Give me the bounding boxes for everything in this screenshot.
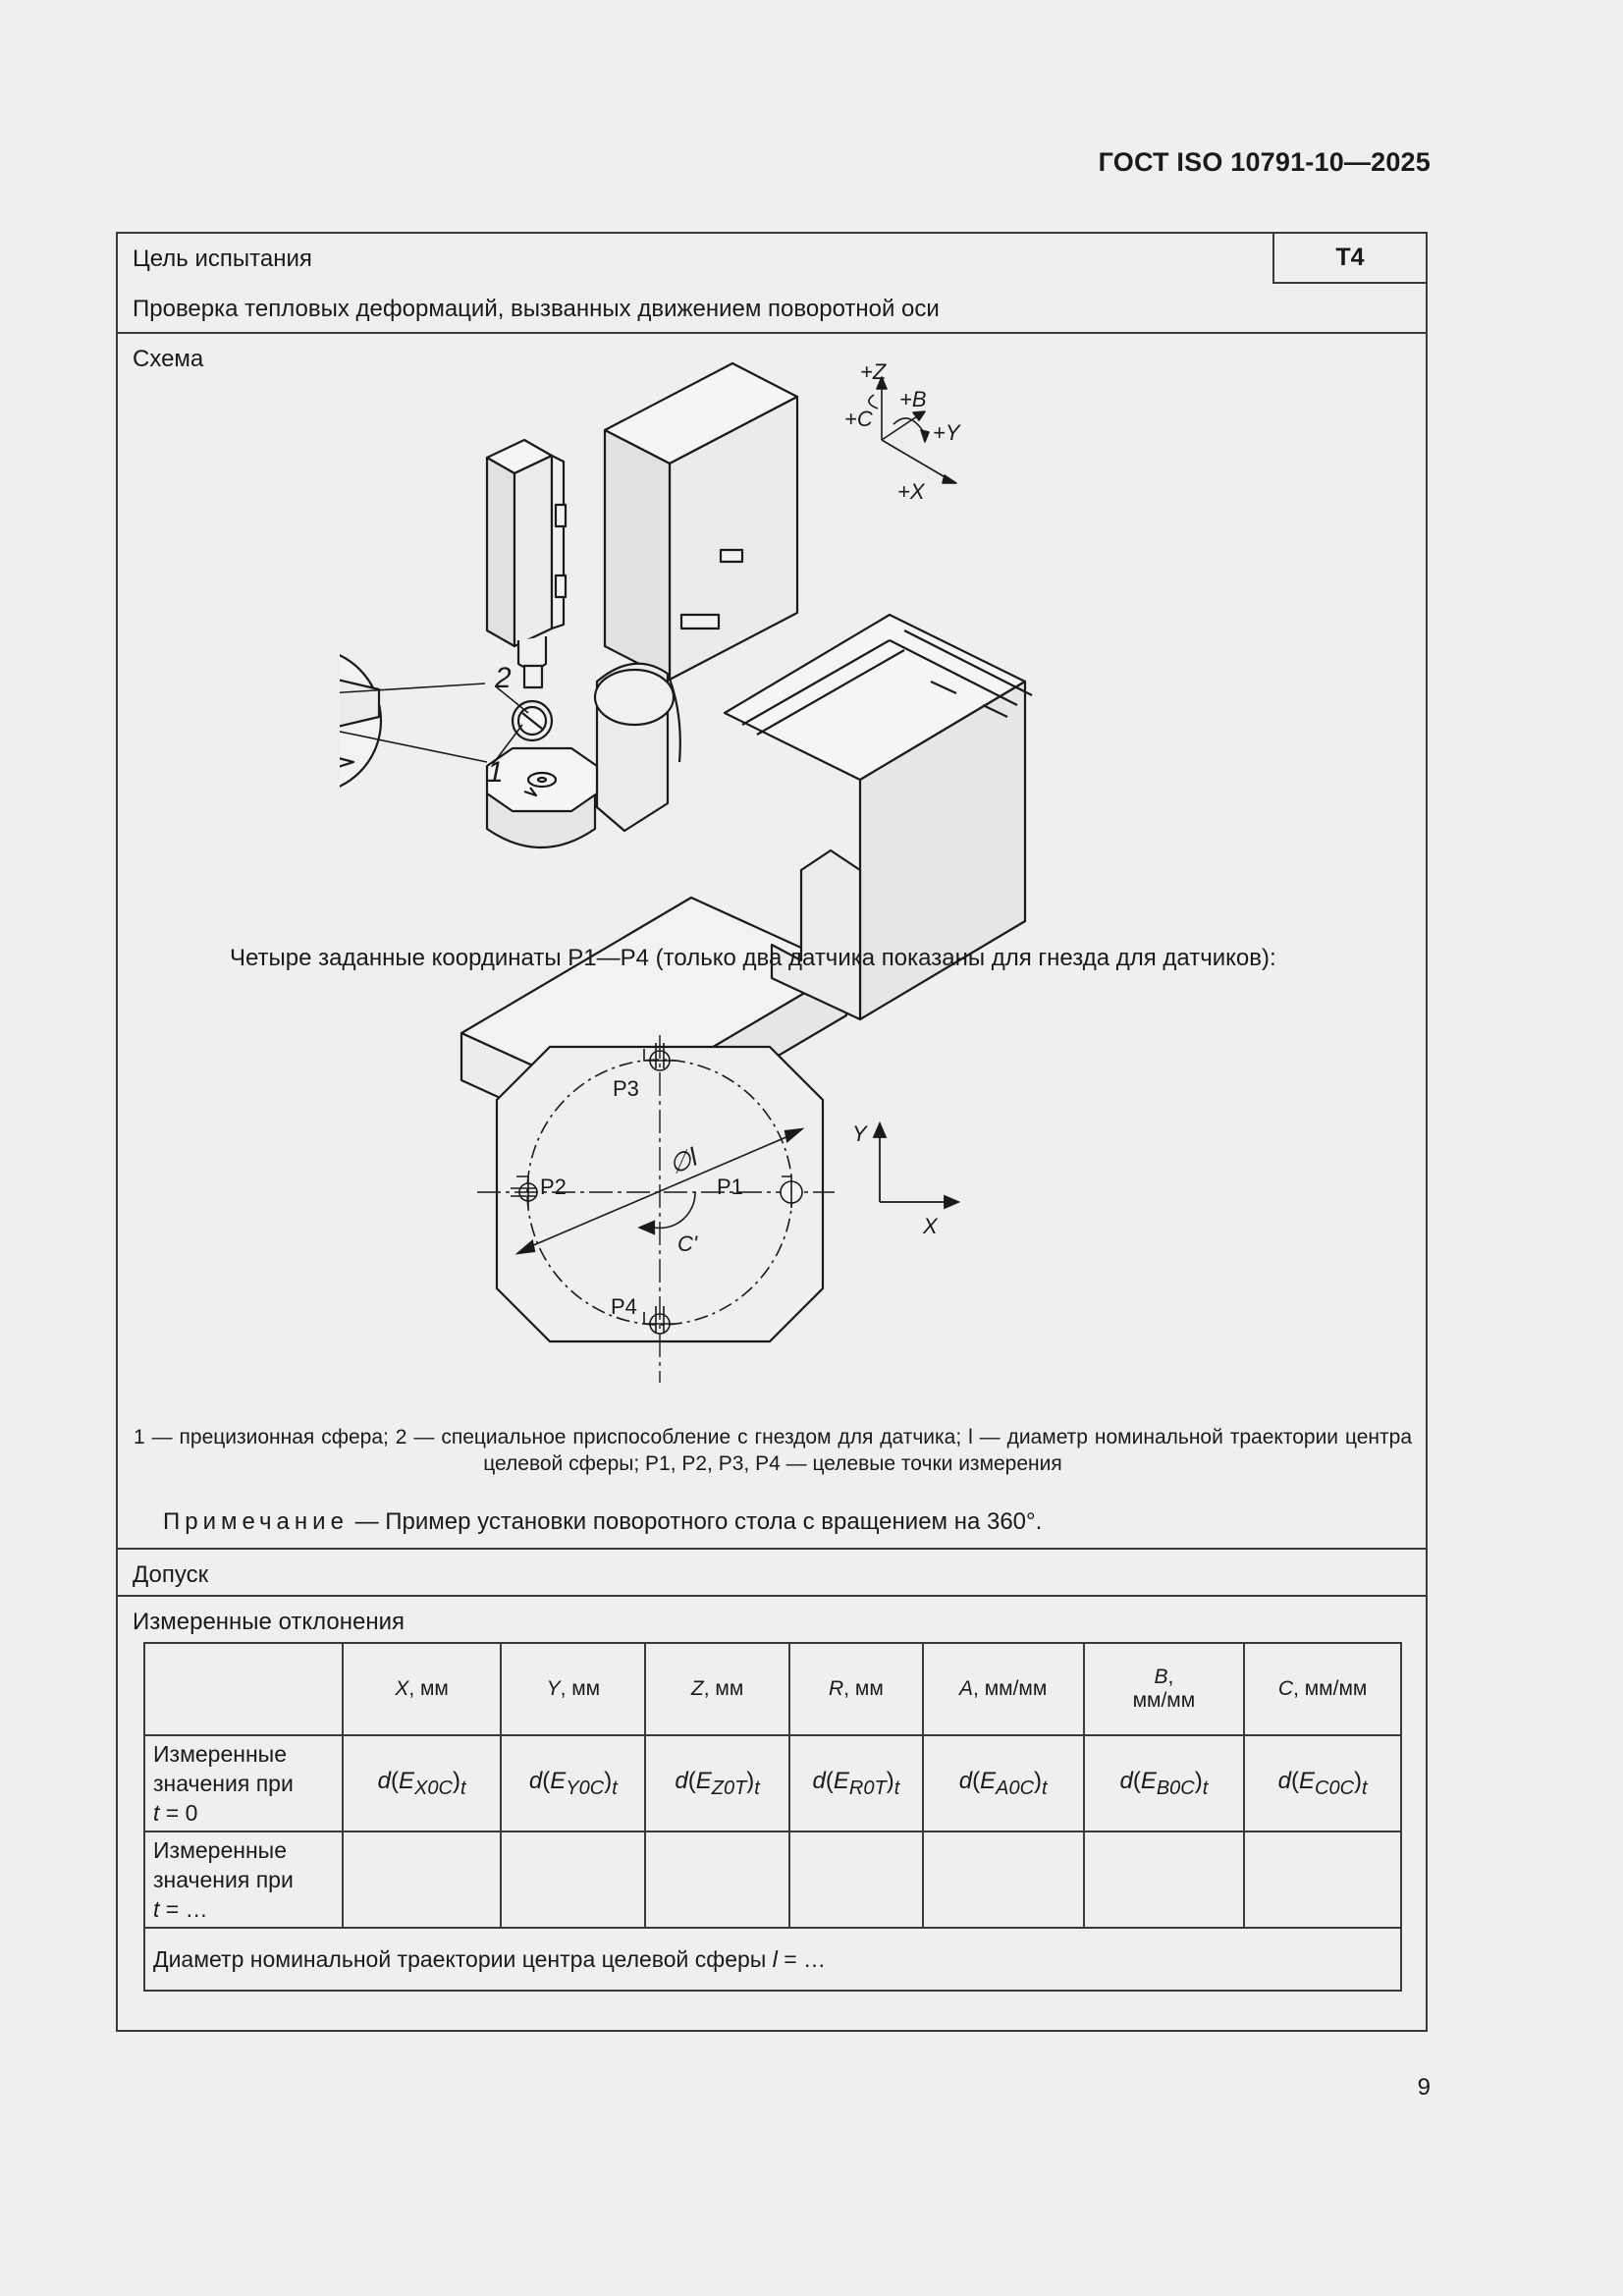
point-p2-label: P2 bbox=[540, 1175, 567, 1199]
spindle-housing bbox=[605, 363, 797, 680]
cell-empty bbox=[501, 1831, 645, 1928]
table-top-figure bbox=[467, 1000, 1145, 1383]
col-header-y: Y, мм bbox=[501, 1643, 645, 1735]
point-p3-label: P3 bbox=[613, 1076, 639, 1101]
divider bbox=[118, 1595, 1426, 1597]
axis-triad bbox=[844, 359, 961, 504]
table-row bbox=[144, 1831, 1401, 1928]
point-p4-label: P4 bbox=[611, 1294, 637, 1319]
point-p1-label: P1 bbox=[717, 1175, 743, 1199]
cell-empty bbox=[343, 1831, 502, 1928]
header-corner bbox=[144, 1643, 343, 1735]
xy-axes bbox=[874, 1123, 958, 1208]
table-footer-row bbox=[144, 1928, 1401, 1991]
diameter-label: ∅l bbox=[664, 1141, 702, 1180]
row-header-t: Измеренные значения при t = … bbox=[144, 1831, 343, 1928]
cell-ea0c: $d(E_{A0C})_t$ bbox=[923, 1735, 1084, 1831]
cell-ez0t: $d(E_{Z0T})_t$ bbox=[645, 1735, 789, 1831]
axis-c-label: +C bbox=[844, 407, 873, 431]
col-header-c: C, мм/мм bbox=[1244, 1643, 1401, 1735]
col-header-b: B, мм/мм bbox=[1084, 1643, 1245, 1735]
cell-empty bbox=[923, 1831, 1084, 1928]
trunnion bbox=[595, 664, 680, 831]
cell-eb0c: $d(E_{B0C})_t$ bbox=[1084, 1735, 1245, 1831]
axis-b-label: +B bbox=[899, 387, 927, 411]
axis-x-label: +X bbox=[897, 479, 925, 504]
divider bbox=[118, 1548, 1426, 1550]
note bbox=[163, 1508, 1042, 1536]
spindle-head bbox=[487, 440, 566, 687]
cell-ec0c: $d(E_{C0C})_t$ bbox=[1244, 1735, 1401, 1831]
test-code: T4 bbox=[1272, 234, 1426, 284]
figure-caption: Четыре заданные координаты P1—P4 (только два датчика показаны для гнезда для датчиков): bbox=[230, 945, 1276, 971]
rotary-table bbox=[487, 748, 597, 847]
cell-ey0c: $d(E_{Y0C})_t$ bbox=[501, 1735, 645, 1831]
cell-empty bbox=[789, 1831, 923, 1928]
table-row bbox=[144, 1735, 1401, 1831]
callout-2: 2 bbox=[495, 662, 512, 694]
cell-empty bbox=[645, 1831, 789, 1928]
measurement-table bbox=[143, 1642, 1402, 1992]
cell-empty bbox=[1084, 1831, 1245, 1928]
cell-ex0c: $d(E_{X0C})_t$ bbox=[343, 1735, 502, 1831]
axis-y-label: +Y bbox=[933, 420, 960, 445]
purpose-text: Проверка тепловых деформаций, вызванных движением поворотной оси bbox=[133, 296, 940, 322]
tolerance-label: Допуск bbox=[133, 1561, 209, 1588]
callout-1: 1 bbox=[487, 756, 504, 789]
note-prefix: Примечание bbox=[163, 1508, 349, 1535]
col-header-r: R, мм bbox=[789, 1643, 923, 1735]
row-header-t0: Измеренные значения при t = 0 bbox=[144, 1735, 343, 1831]
figure-legend: 1 — прецизионная сфера; 2 — специальное приспособление с гнездом для датчика; l — диаметр номинальной траектории центра целевой сферы; P1, P2, P3, P4 — целевые точки измерения bbox=[134, 1426, 1412, 1475]
table-header-row bbox=[144, 1643, 1401, 1735]
detail-circle bbox=[340, 648, 381, 793]
scheme-label: Схема bbox=[133, 346, 204, 372]
cell-er0t: $d(E_{R0T})_t$ bbox=[789, 1735, 923, 1831]
standard-number: ГОСТ ISO 10791-10—2025 bbox=[1098, 147, 1431, 177]
cell-empty bbox=[1244, 1831, 1401, 1928]
col-header-z: Z, мм bbox=[645, 1643, 789, 1735]
col-header-x: X, мм bbox=[343, 1643, 502, 1735]
divider bbox=[118, 332, 1426, 334]
test-card bbox=[116, 232, 1428, 2032]
axis-z-label: +Z bbox=[860, 359, 887, 384]
note-text: — Пример установки поворотного стола с вращением на 360°. bbox=[348, 1508, 1043, 1535]
axis-x-label: X bbox=[923, 1214, 938, 1238]
measured-label: Измеренные отклонения bbox=[133, 1609, 406, 1635]
col-header-a: A, мм/мм bbox=[923, 1643, 1084, 1735]
page-number: 9 bbox=[1417, 2074, 1431, 2101]
diameter-footer: Диаметр номинальной траектории центра целевой сферы l = … bbox=[144, 1928, 1401, 1991]
rotation-label: C' bbox=[677, 1231, 698, 1256]
purpose-label: Цель испытания bbox=[133, 246, 312, 272]
axis-y-label: Y bbox=[852, 1121, 867, 1146]
